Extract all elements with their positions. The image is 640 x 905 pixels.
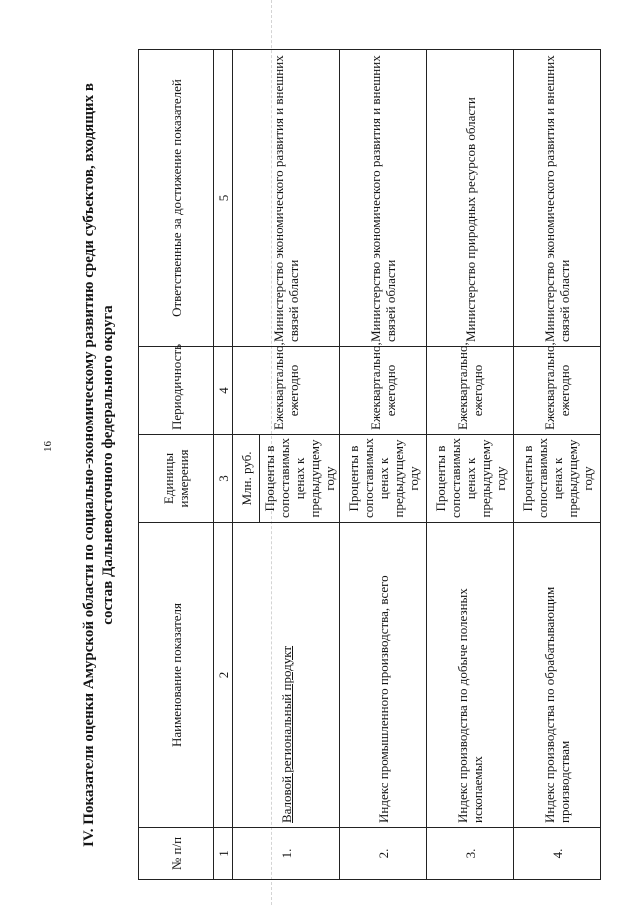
row-unit-a: Млн. руб.	[233, 435, 260, 523]
title-line-2: состав Дальневосточного федерального округа	[100, 305, 116, 625]
row-name: Индекс производства по обрабатывающим производствам	[514, 523, 601, 828]
row-unit: Проценты в сопоставимых ценах к предыдущему году	[514, 435, 601, 523]
header-responsible: Ответственные за достижение показателей	[139, 50, 214, 347]
row-period: Ежеквартально, ежегодно	[427, 347, 514, 435]
row-num: 3.	[427, 828, 514, 880]
table-row	[340, 50, 427, 880]
colnum-4: 4	[214, 347, 233, 435]
row-num: 1.	[233, 828, 340, 880]
row-num: 2.	[340, 828, 427, 880]
colnum-1: 1	[214, 828, 233, 880]
row-responsible: Министерство экономического развития и внешних связей области	[233, 50, 340, 347]
row-unit: Проценты в сопоставимых ценах к предыдущему году	[340, 435, 427, 523]
row-unit-b: Проценты в сопоставимых ценах к предыдущему году	[260, 435, 340, 523]
header-name: Наименование показателя	[139, 523, 214, 828]
colnum-3: 3	[214, 435, 233, 523]
column-numbers-row	[214, 50, 233, 880]
colnum-5: 5	[214, 50, 233, 347]
page-number: 16	[42, 441, 54, 452]
indicators-table	[138, 49, 601, 880]
row-responsible: Министерство природных ресурсов области	[427, 50, 514, 347]
table-row	[427, 50, 514, 880]
header-num: № п/п	[139, 828, 214, 880]
row-name	[233, 523, 340, 828]
row-period: Ежеквартально, ежегодно	[514, 347, 601, 435]
row-num: 4.	[514, 828, 601, 880]
row-name: Индекс производства по добыче полезных ископаемых	[427, 523, 514, 828]
header-period: Периодичность	[139, 347, 214, 435]
row-unit: Проценты в сопоставимых ценах к предыдущему году	[427, 435, 514, 523]
title-line-1: IV. Показатели оценки Амурской области по социально-экономическому развитию среди субъектов, входящих в	[81, 83, 97, 847]
row-responsible: Министерство экономического развития и внешних связей области	[340, 50, 427, 347]
table-row	[514, 50, 601, 880]
section-title	[80, 50, 138, 880]
header-unit: Единицы измерения	[139, 435, 214, 523]
colnum-2: 2	[214, 523, 233, 828]
row-name-text: Валовой региональный продукт	[278, 645, 294, 823]
table-header-row	[139, 50, 214, 880]
rotated-page-content	[80, 50, 605, 880]
row-responsible: Министерство экономического развития и внешних связей области	[514, 50, 601, 347]
row-period: Ежеквартально, ежегодно	[233, 347, 340, 435]
row-name: Индекс промышленного производства, всего	[340, 523, 427, 828]
table-row	[233, 50, 260, 880]
row-period: Ежеквартально, ежегодно	[340, 347, 427, 435]
